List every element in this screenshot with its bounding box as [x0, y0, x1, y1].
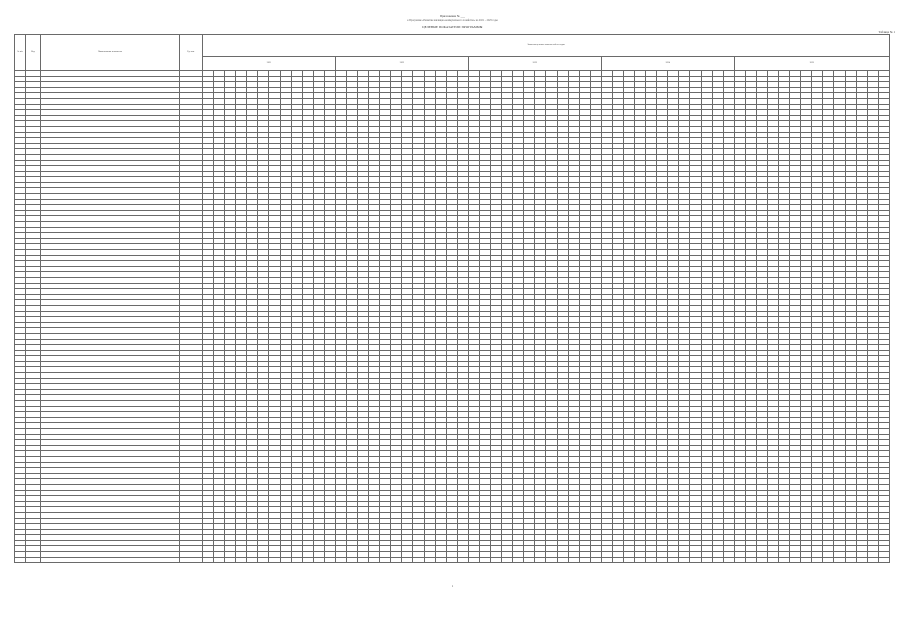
- table-number: Таблица № 1: [878, 30, 895, 34]
- indicators-table: [14, 34, 890, 563]
- header-row: [15, 35, 890, 57]
- header-line-2: к Программе «Развитие жилищно-коммунального хозяйства» на 2021 – 2025 годы: [407, 19, 498, 22]
- header-line-1: Приложение № ___: [440, 14, 465, 18]
- header-year: 2024: [601, 57, 734, 71]
- header-name: Наименование показателя: [41, 35, 180, 71]
- header-year: 2022: [335, 57, 468, 71]
- header-year: 2025: [734, 57, 889, 71]
- header-unit: Ед. изм.: [180, 35, 203, 71]
- header-code: Код: [26, 35, 41, 71]
- header-group: Значения целевых показателей по годам: [203, 35, 890, 57]
- data-table-container: [14, 34, 890, 570]
- document-title: ЦЕЛЕВЫЕ ПОКАЗАТЕЛИ ПРОГРАММЫ: [422, 25, 483, 29]
- header-no: № п/п: [15, 35, 26, 71]
- title-block: [0, 14, 905, 29]
- header-year: 2021: [203, 57, 336, 71]
- header-year: 2023: [468, 57, 601, 71]
